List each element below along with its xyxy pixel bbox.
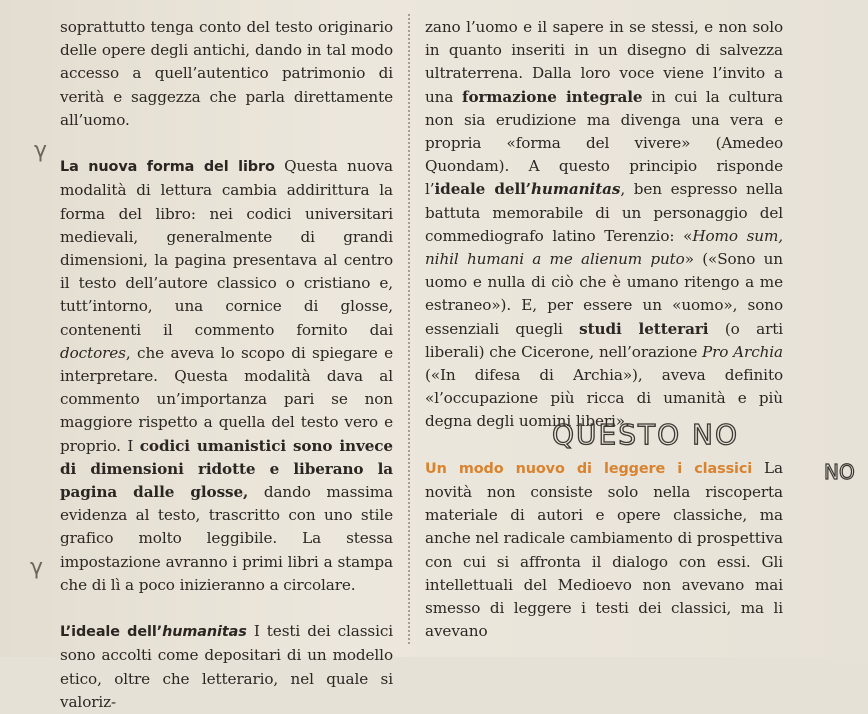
italic-title: Pro Archia [702,342,783,361]
handwritten-note-small: NO [824,460,855,484]
italic-term: humanitas [530,180,621,199]
section-humanitas-ideal [60,620,393,714]
latin-quote: Homo sum, nihil humani a me alienum puto [425,226,783,269]
section-new-way-reading [425,457,783,644]
bold-phrase: studi letterari [579,319,709,338]
section-text: in cui la cultura non sia erudizione ma divenga una vera e propria «forma del vivere» (Amedeo Quondam). A questo principio risponde l’ [425,87,783,199]
right-column [425,16,783,643]
margin-check-mark: γ [30,555,44,580]
section-text: I testi dei classici sono accolti come depositari di un modello etico, oltre che letterario, nel quale si valoriz- [60,622,394,711]
italic-term: doctores [60,343,126,362]
section-heading-humanitas [60,624,247,640]
margin-check-mark: γ [34,138,48,163]
bold-phrase [435,180,621,198]
heading-part: L’ideale dell’ [60,624,163,641]
bold-phrase: codici umanistici sono invece di dimensioni ridotte e liberano la pagina dalle glosse, [60,436,393,502]
bold-phrase: formazione integrale [462,87,643,106]
section-text: , ben espresso nella battuta memorabile di un personaggio del commediografo latino Terenzio: « [425,180,783,245]
intro-paragraph: soprattutto tenga conto del testo originario delle opere degli antichi, dando in tal modo accesso a quell’autentico patrimonio di verità e saggezza che parla direttamente all’uomo. [60,18,393,129]
section-text: zano l’uomo e il sapere in se stessi, e non solo in quanto inseriti in un disegno di salvezza ultraterrena. Dalla loro voce viene l’invito a una [425,18,783,106]
section-text: dando massima evidenza al testo, trascritto con uno stile grafico molto leggibile. La stessa impostazione avranno i primi libri a stampa che di lì a poco inizieranno a circolare. [60,483,393,594]
section-heading-new-way-reading: Un modo nuovo di leggere i classici [425,460,753,477]
section-text: («In difesa di Archia»), aveva definito «l’occupazione più ricca di umanità e più degna degli uomini liberi». [425,366,783,431]
section-text: » («Sono un uomo e nulla di ciò che è umano ritengo a me estraneo»). E, per essere un «uomo», sono essenziali quegli [425,250,783,338]
section-text: Questa nuova modalità di lettura cambia addirittura la forma del libro: nei codici universitari medievali, generalmente di grandi dimensioni, la pagina presentava al centro il testo dell’autore classico o cristiano e, tutt’intorno, una cornice di glosse, contenenti il commento fornito dai [60,157,393,339]
bold-part: ideale dell’ [434,180,531,199]
section-text: (o arti liberali) che Cicerone, nell’orazione [425,319,784,361]
handwritten-note: QUESTO NO [552,418,740,451]
column-divider [408,14,410,644]
section-new-book-form [60,155,393,597]
left-column [60,16,393,714]
heading-italic-part: humanitas [162,624,247,641]
section-heading-new-book-form: La nuova forma del libro [60,159,275,176]
section-text: La novità non consiste solo nella riscoperta materiale di autori e opere classiche, ma anche nel radicale cambiamento di prospettiva con cui si affronta il dialogo con essi. Gli intellettuali del Medioevo non avevano mai smesso di leggere i testi dei classici, ma li avevano [425,458,784,641]
section-text: , che aveva lo scopo di spiegare e interpretare. Questa modalità dava al commento un’importanza pari se non maggiore rispetto a quella del testo vero e proprio. I [60,343,393,455]
humanitas-paragraph [425,16,783,434]
